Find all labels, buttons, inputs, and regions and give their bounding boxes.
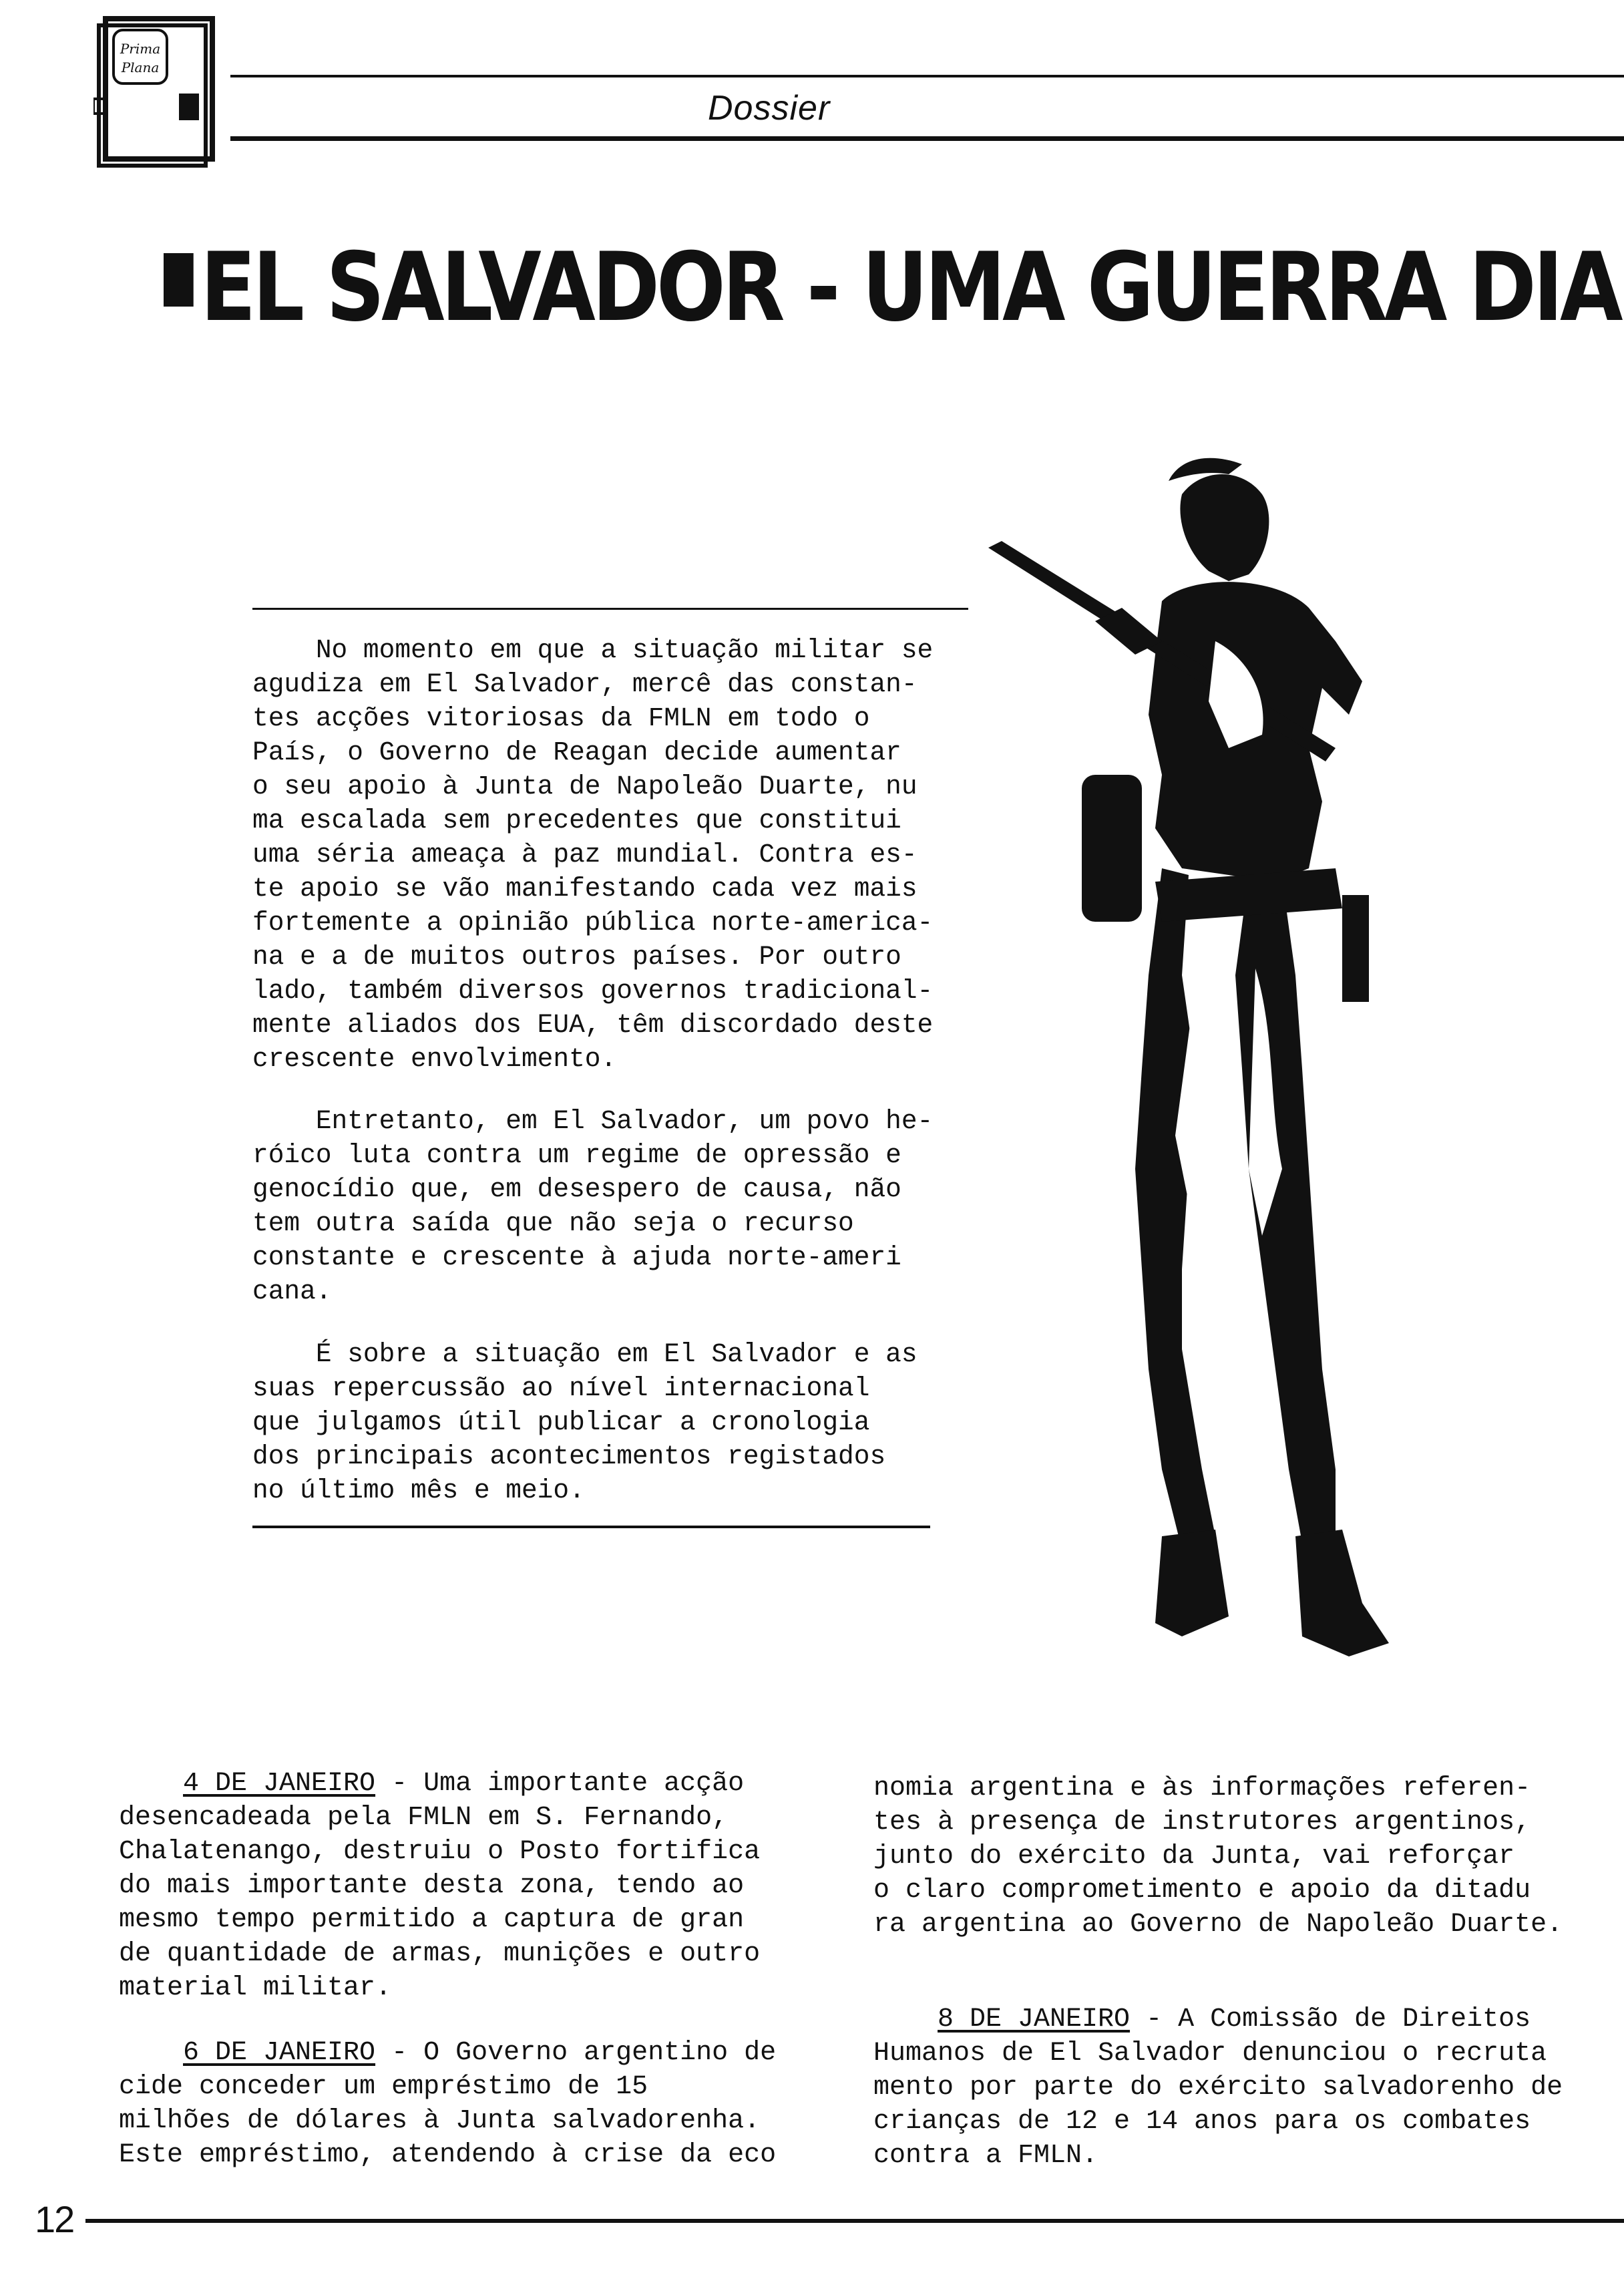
- footer-rule: [85, 2219, 1624, 2223]
- entry-date: 6 DE JANEIRO: [183, 2038, 376, 2068]
- page-headline: [164, 232, 1620, 343]
- header-rule-top: [230, 75, 1624, 77]
- svg-text:Prima: Prima: [120, 41, 161, 57]
- intro-paragraph-1: No momento em que a situação militar se agudiza em El Salvador, mercê das constan- tes acções vitoriosas da FMLN em todo o País, o Governo de Reagan decide aumentar o seu apoio à Junta de Napoleão Duarte, nu ma escalada sem precedentes que constitui uma séria ameaça à paz mundial. Contra es- te apoio se vão manifestando cada vez mais fortemente a opinião pública norte-america- na e a de muitos outros países. Por outro lado, também diversos governos tradicional- mente aliados dos EUA, têm discordado deste crescente envolvimento.: [252, 635, 934, 1074]
- intro-paragraph-2: Entretanto, em El Salvador, um povo he- róico luta contra um regime de opressão e genocídio que, em desespero de causa, não tem outra saída que não seja o recurso constante e crescente à ajuda norte-ameri cana.: [252, 1106, 934, 1306]
- svg-text:Plana: Plana: [121, 59, 160, 75]
- soldier-photo: [962, 401, 1576, 1697]
- entry-text: - A Comissão de Direitos Humanos de El Salvador denunciou o recruta mento por parte do exército salvadorenho de crianças de 12 e 14 anos para os combates contra a FMLN.: [873, 2004, 1563, 2171]
- page-number: 12: [35, 2198, 74, 2240]
- intro-rule-bottom: [252, 1526, 930, 1528]
- intro-paragraph-3: É sobre a situação em El Salvador e as suas repercussão ao nível internacional que julgamos útil publicar a cronologia dos principais acontecimentos registados no último mês e meio.: [252, 1339, 918, 1506]
- header-rule-bottom: [230, 136, 1624, 141]
- entry-date: 4 DE JANEIRO: [183, 1769, 376, 1799]
- entry-6-janeiro-continued: nomia argentina e às informações referen- tes à presença de instrutores argentinos, junto do exército da Junta, vai reforçar o claro comprometimento e apoio da ditadu ra argentina ao Governo de Napoleão Duarte.: [873, 1773, 1563, 1940]
- entry-6-janeiro: [119, 2036, 776, 2172]
- magazine-logo: [93, 13, 227, 174]
- bullet-square-icon: [164, 253, 194, 307]
- entry-text: - O Governo argentino de cide conceder um empréstimo de 15 milhões de dólares à Junta salvadorenha. Este empréstimo, atendendo à crise da eco: [119, 2038, 777, 2170]
- entry-date: 8 DE JANEIRO: [938, 2004, 1131, 2035]
- entry-4-janeiro: [119, 1767, 760, 2005]
- intro-rule-top: [252, 608, 968, 610]
- section-label: Dossier: [708, 89, 831, 128]
- headline-text: EL SALVADOR - UMA GUERRA DIA: [200, 232, 1620, 343]
- entry-8-janeiro: [873, 2002, 1563, 2173]
- entry-text: - Uma importante acção desencadeada pela FMLN em S. Fernando, Chalatenango, destruiu o Posto fortifica do mais importante desta zona, tendo ao mesmo tempo permitido a captura de gran de quantidade de armas, munições e outro material militar.: [119, 1769, 761, 2003]
